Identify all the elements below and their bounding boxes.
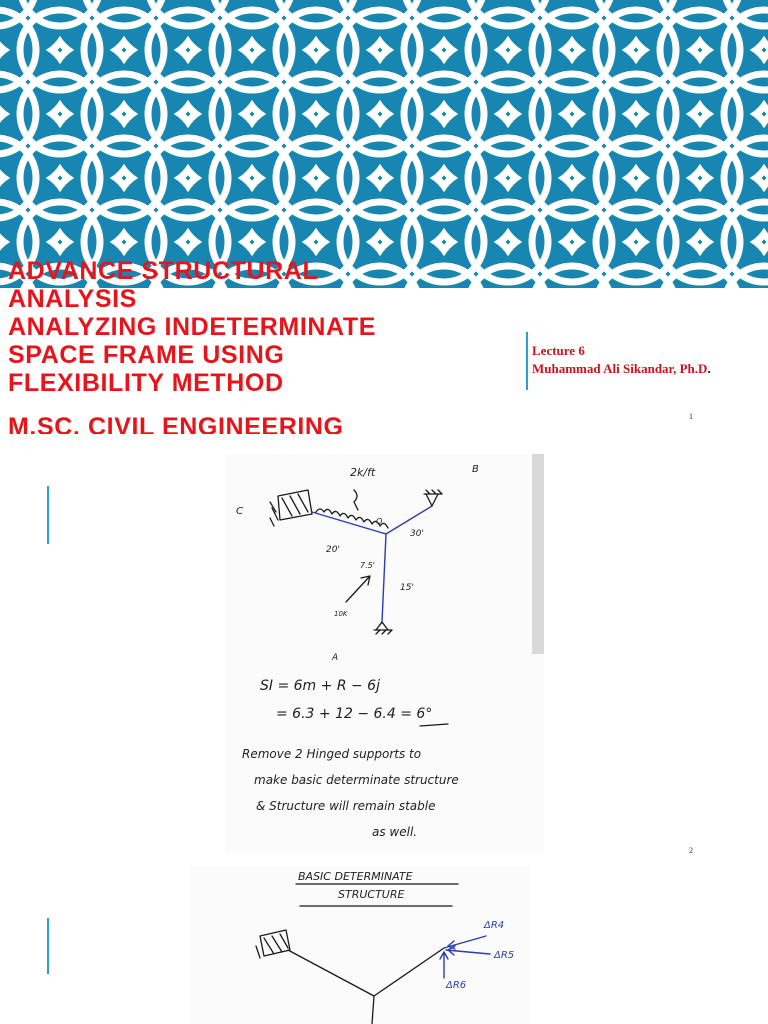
decorative-pattern-banner	[0, 0, 768, 288]
accent-divider	[47, 918, 49, 974]
title-line: ADVANCE STRUCTURAL	[8, 257, 319, 285]
node-label-a: A	[332, 653, 339, 663]
node-label-b: B	[472, 464, 479, 475]
note-line: & Structure will remain stable	[256, 799, 436, 813]
point-load-label: 10K	[334, 610, 348, 618]
redundant-label-4: ΔR4	[484, 920, 505, 931]
dim-co: 20'	[326, 545, 340, 555]
redundant-label-5: ΔR5	[494, 950, 515, 961]
content-slide-3	[0, 858, 768, 1024]
title-line: FLEXIBILITY METHOD	[8, 369, 284, 397]
title-line-subtitle: M.SC. CIVIL ENGINEERING	[8, 413, 344, 434]
slide-title	[8, 257, 508, 434]
author-name: Muhammad Ali Sikandar, Ph.D	[532, 361, 708, 376]
dim-half: 7.5'	[360, 561, 375, 570]
dim-oa: 15'	[400, 583, 414, 593]
sketch-heading-line: STRUCTURE	[338, 888, 405, 901]
node-label-o: O	[376, 517, 383, 526]
page-number: 1	[689, 412, 693, 421]
equation-line-1: SI = 6m + R − 6j	[260, 678, 380, 694]
title-slide	[0, 0, 768, 434]
page-number: 2	[689, 846, 693, 855]
title-line: ANALYZING INDETERMINATE	[8, 313, 376, 341]
title-spacer	[8, 397, 508, 413]
handwritten-frame-sketch	[226, 454, 544, 852]
note-line: Remove 2 Hinged supports to	[242, 747, 422, 761]
title-line: SPACE FRAME USING	[8, 341, 285, 369]
content-slide-2	[0, 434, 768, 858]
note-line: as well.	[372, 825, 418, 839]
node-label-c: C	[236, 506, 243, 517]
note-line: make basic determinate structure	[254, 773, 459, 787]
load-label: 2k/ft	[350, 466, 376, 479]
author-block	[532, 342, 711, 378]
dim-ob: 30'	[410, 529, 424, 539]
equation-line-2: = 6.3 + 12 − 6.4 = 6°	[276, 706, 433, 722]
title-line: ANALYSIS	[8, 285, 137, 313]
basic-determinate-sketch	[190, 866, 530, 1024]
accent-divider	[47, 486, 49, 544]
lecture-label: Lecture 6	[532, 343, 585, 358]
sketch-heading-line: BASIC DETERMINATE	[298, 870, 413, 883]
accent-divider	[526, 332, 528, 390]
redundant-label-6: ΔR6	[446, 980, 467, 991]
author-trail: .	[707, 361, 711, 376]
